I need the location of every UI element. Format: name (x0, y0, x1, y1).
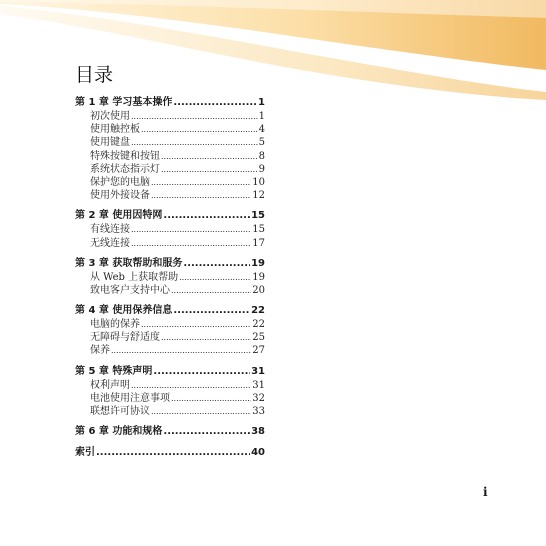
toc-chapter-label: 第 6 章 功能和规格 (75, 426, 163, 438)
toc-section-entry[interactable] (75, 189, 265, 202)
toc-section-page: 4 (258, 124, 265, 136)
toc-chapter (75, 445, 265, 460)
toc-leader-dots (173, 303, 250, 318)
toc-section-page: 1 (258, 111, 265, 122)
toc-section-entry[interactable] (75, 379, 265, 392)
toc-leader-dots (173, 95, 257, 110)
toc-section-entry[interactable] (75, 123, 265, 136)
toc-leader-dots (163, 208, 250, 223)
toc-leader-dots (171, 392, 251, 405)
toc-leader-dots (141, 318, 251, 331)
toc-chapter (75, 95, 265, 202)
toc-section-page: 17 (252, 237, 265, 249)
toc-section-page: 8 (258, 150, 265, 162)
toc-chapter-label: 索引 (75, 447, 95, 459)
toc-section-page: 20 (252, 284, 265, 296)
toc-section-label: 联想许可协议 (90, 406, 150, 417)
toc-section-label: 电脑的保养 (90, 319, 140, 331)
toc-leader-dots (153, 364, 250, 379)
toc-leader-dots (131, 136, 258, 149)
toc-section-label: 初次使用 (90, 111, 130, 122)
toc-leader-dots (131, 379, 251, 392)
toc-leader-dots (171, 284, 251, 297)
toc-section-label: 保护您的电脑 (90, 176, 150, 188)
toc-chapter-page: 19 (251, 257, 265, 269)
toc-leader-dots (183, 256, 250, 271)
page-number: i (483, 485, 488, 499)
toc-leader-dots (161, 331, 251, 344)
toc-leader-dots (163, 424, 250, 439)
toc-chapter-label: 第 5 章 特殊声明 (75, 365, 153, 377)
toc-section-entry[interactable] (75, 284, 265, 297)
toc-section-entry[interactable] (75, 136, 265, 149)
toc-section-entry[interactable] (75, 318, 265, 331)
toc-section-page: 22 (252, 319, 265, 331)
toc-section-page: 25 (252, 332, 265, 344)
toc-chapter-entry[interactable] (75, 208, 265, 223)
toc-section-entry[interactable] (75, 271, 265, 284)
toc-chapter (75, 208, 265, 249)
toc-section-entry[interactable] (75, 331, 265, 344)
toc-section-page: 31 (252, 379, 265, 391)
toc-section-label: 有线连接 (90, 224, 130, 236)
page-title: 目录 (75, 64, 114, 86)
toc-leader-dots (131, 223, 251, 236)
toc-chapter-page: 38 (251, 426, 265, 438)
toc-section-label: 特殊按键和按钮 (90, 150, 160, 162)
toc-section-page: 15 (252, 224, 265, 236)
toc-section-page: 9 (258, 163, 265, 175)
toc-chapter-label: 第 4 章 使用保养信息 (75, 305, 173, 317)
toc-section-entry[interactable] (75, 176, 265, 189)
toc-chapter (75, 424, 265, 439)
toc-section-page: 33 (252, 406, 265, 417)
toc-section-label: 保养 (90, 345, 110, 357)
toc-section-entry[interactable] (75, 223, 265, 236)
toc-section-label: 无线连接 (90, 237, 130, 249)
toc-section-entry[interactable] (75, 237, 265, 250)
decorative-header-banner (0, 0, 546, 110)
toc-chapter-label: 第 1 章 学习基本操作 (75, 97, 173, 108)
toc-chapter (75, 256, 265, 297)
toc-section-entry[interactable] (75, 344, 265, 357)
toc-leader-dots (151, 189, 251, 202)
toc-chapter-entry[interactable] (75, 95, 265, 110)
toc-section-label: 使用外接设备 (90, 190, 150, 202)
toc-chapter-entry[interactable] (75, 303, 265, 318)
toc-section-entry[interactable] (75, 392, 265, 405)
toc-section-label: 从 Web 上获取帮助 (90, 271, 179, 283)
toc-chapter-page: 22 (251, 305, 265, 317)
toc-leader-dots (96, 445, 250, 460)
toc-leader-dots (131, 110, 258, 123)
toc-section-entry[interactable] (75, 163, 265, 176)
toc-leader-dots (151, 176, 251, 189)
toc-leader-dots (151, 405, 251, 418)
toc-section-entry[interactable] (75, 405, 265, 418)
toc-section-label: 权利声明 (90, 379, 130, 391)
toc-chapter-entry[interactable] (75, 445, 265, 460)
toc-section-page: 27 (252, 345, 265, 357)
toc-chapter (75, 364, 265, 419)
toc-chapter-entry[interactable] (75, 364, 265, 379)
toc-chapter-page: 40 (251, 447, 265, 459)
toc-section-page: 32 (252, 392, 265, 404)
toc-chapter (75, 303, 265, 358)
toc-section-entry[interactable] (75, 110, 265, 123)
toc-leader-dots (111, 344, 251, 357)
toc-section-entry[interactable] (75, 150, 265, 163)
toc-section-label: 致电客户支持中心 (90, 284, 170, 296)
toc-chapter-page: 1 (258, 97, 265, 108)
toc-section-label: 系统状态指示灯 (90, 163, 160, 175)
toc-section-page: 10 (252, 176, 265, 188)
toc-leader-dots (141, 123, 258, 136)
toc-section-page: 12 (252, 190, 265, 202)
toc-section-label: 电池使用注意事项 (90, 392, 170, 404)
toc-section-label: 无障碍与舒适度 (90, 332, 160, 344)
toc-leader-dots (161, 163, 258, 176)
toc-chapter-page: 15 (251, 210, 265, 222)
toc-section-page: 5 (258, 137, 265, 149)
toc-leader-dots (131, 237, 251, 250)
toc-chapter-entry[interactable] (75, 424, 265, 439)
toc-leader-dots (161, 150, 258, 163)
toc-section-label: 使用键盘 (90, 137, 130, 149)
toc-chapter-entry[interactable] (75, 256, 265, 271)
toc-section-page: 19 (252, 271, 265, 283)
toc-chapter-label: 第 3 章 获取帮助和服务 (75, 257, 183, 269)
toc-leader-dots (179, 271, 251, 284)
toc-chapter-label: 第 2 章 使用因特网 (75, 210, 163, 222)
toc-chapter-page: 31 (251, 365, 265, 377)
toc-section-label: 使用触控板 (90, 124, 140, 136)
table-of-contents (75, 95, 265, 466)
